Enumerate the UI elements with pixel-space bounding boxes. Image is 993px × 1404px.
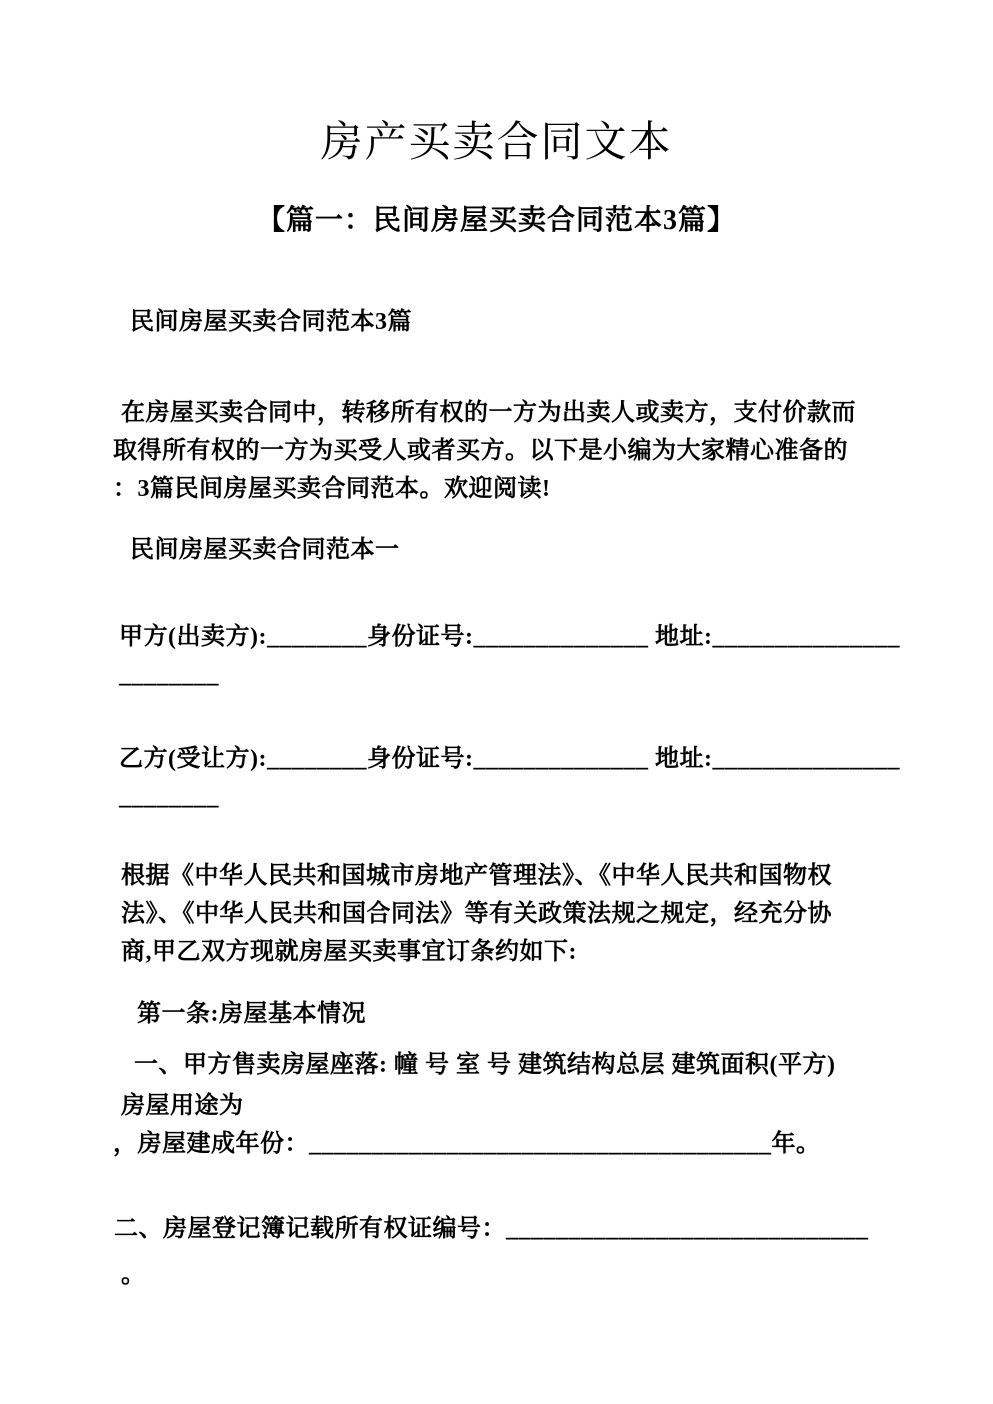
intro-paragraph-line-1: 在房屋买卖合同中，转移所有权的一方为出卖人或卖方，支付价款而 bbox=[121, 400, 856, 426]
legal-basis-line-3: 商,甲乙双方现就房屋买卖事宜订条约如下: bbox=[121, 939, 577, 965]
legal-basis-line-2: 法》、《中华人民共和国合同法》等有关政策法规之规定，经充分协 bbox=[121, 901, 832, 927]
party-a-fill-in-line: 甲方(出卖方):________身份证号:______________ 地址:_______________ bbox=[119, 624, 900, 650]
intro-heading: 民间房屋买卖合同范本3篇 bbox=[130, 309, 412, 335]
party-b-fill-in-wrap: ________ bbox=[119, 784, 219, 810]
article-1-item-1-line-3: ，房屋建成年份：_____________________________________年。 bbox=[113, 1131, 821, 1157]
article-1-item-1-line-1: 一、甲方售卖房屋座落: 幢 号 室 号 建筑结构总层 建筑面积(平方) bbox=[134, 1052, 836, 1078]
article-1-item-1-line-2: 房屋用途为 bbox=[121, 1093, 244, 1119]
party-b-fill-in-line: 乙方(受让方):________身份证号:______________ 地址:_______________ bbox=[119, 746, 900, 772]
intro-paragraph-line-2: 取得所有权的一方为买受人或者买方。以下是小编为大家精心准备的 bbox=[113, 438, 848, 464]
party-a-fill-in-wrap: ________ bbox=[119, 662, 219, 688]
article-2-fill-in-line: 二、房屋登记簿记载所有权证编号：_____________________________ bbox=[114, 1216, 869, 1242]
legal-basis-line-1: 根据《中华人民共和国城市房地产管理法》、《中华人民共和国物权 bbox=[121, 863, 832, 889]
section-one-heading: 【篇一：民间房屋买卖合同范本3篇】 bbox=[256, 205, 736, 236]
sample-one-heading: 民间房屋买卖合同范本一 bbox=[130, 537, 400, 563]
intro-paragraph-line-3: ：3篇民间房屋买卖合同范本。欢迎阅读! bbox=[113, 476, 551, 502]
article-1-heading: 第一条:房屋基本情况 bbox=[137, 1001, 366, 1027]
article-2-period: 。 bbox=[121, 1262, 146, 1288]
document-title: 房产买卖合同文本 bbox=[320, 120, 673, 166]
